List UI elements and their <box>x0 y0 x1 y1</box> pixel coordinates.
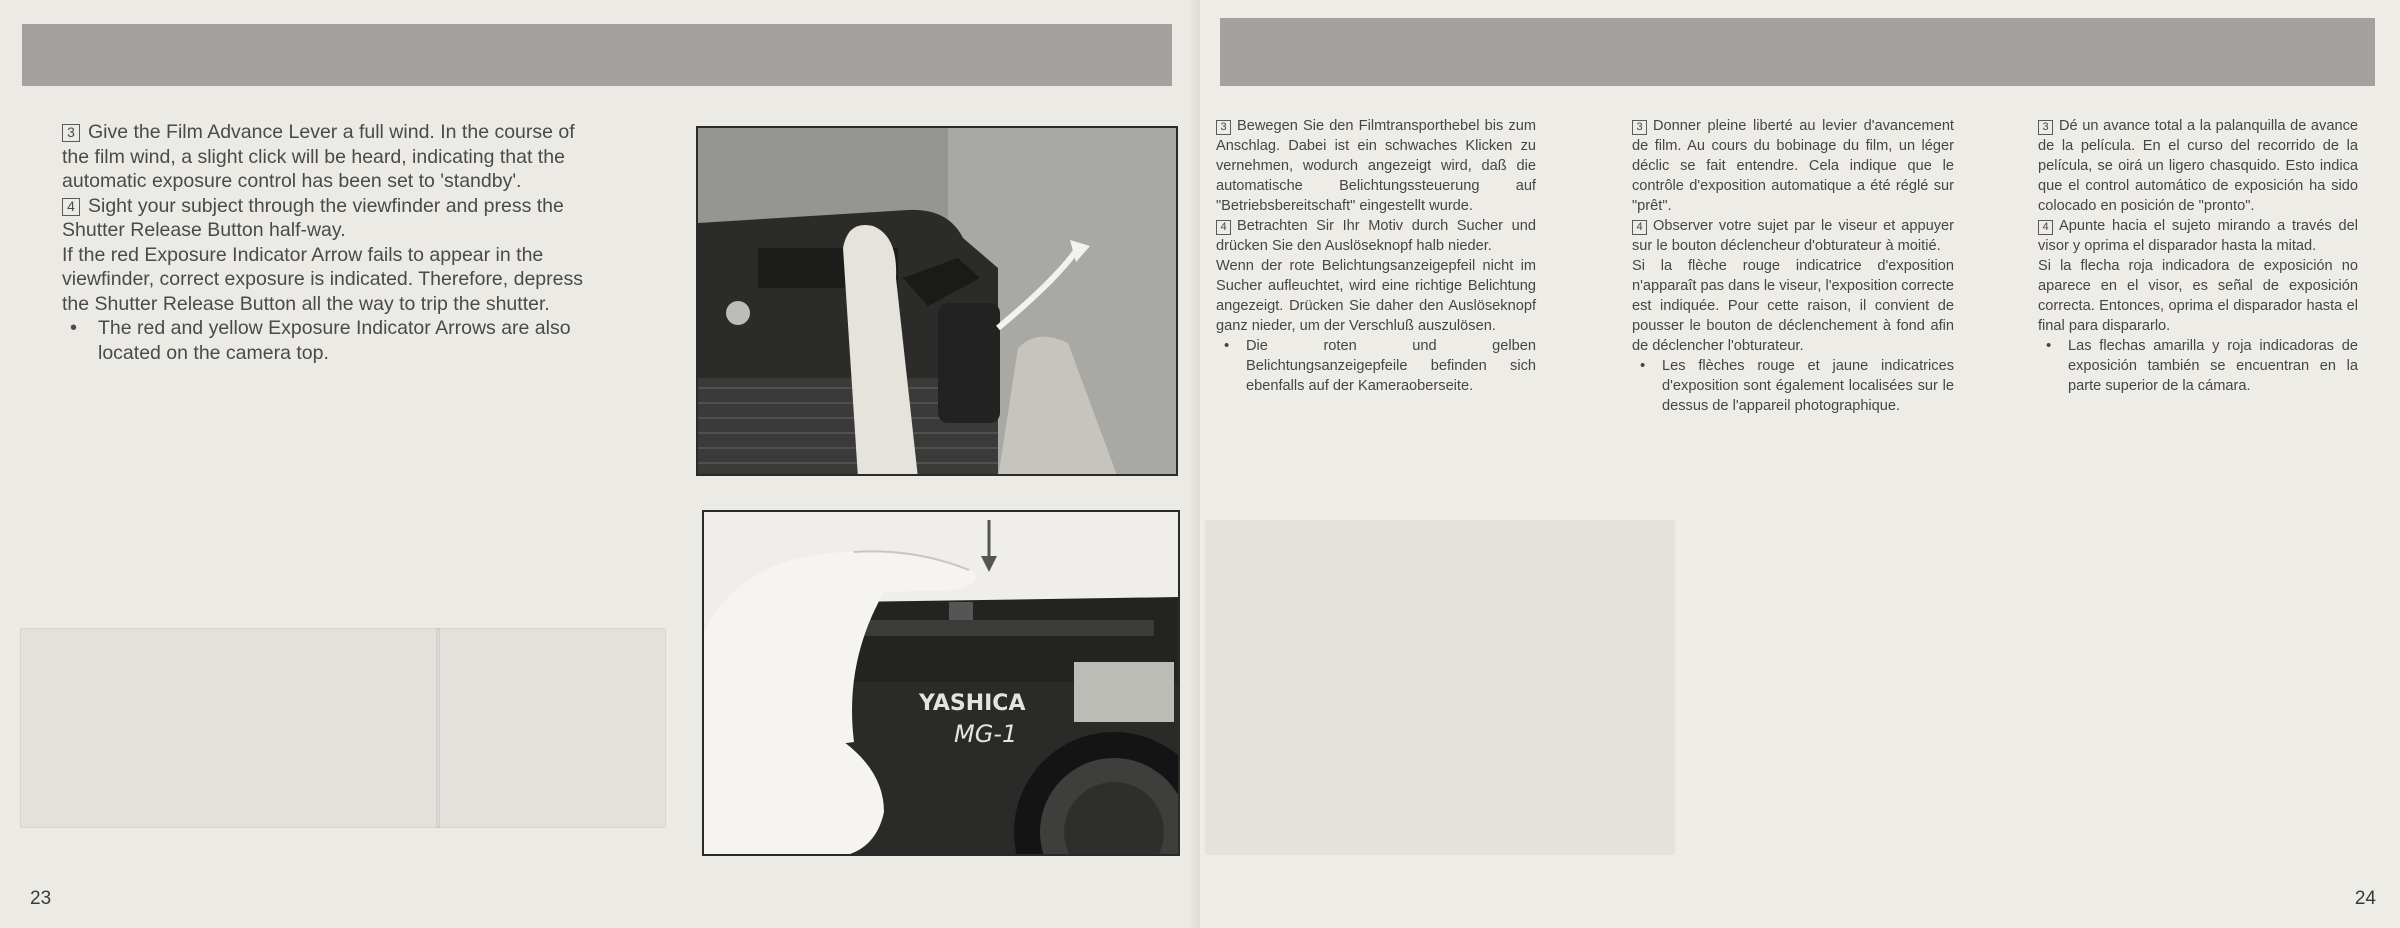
fr-bullet: • Les flèches rouge et jaune indicatrices d'exposition sont également localisées sur le dessus de l'appareil photographique. <box>1636 356 1954 416</box>
step-3-paragraph <box>62 120 602 194</box>
step-4-text: Sight your subject through the viewfinder and press the Shutter Release Button half-way. <box>62 194 564 241</box>
de-step-4 <box>1216 216 1536 256</box>
spanish-column <box>2038 116 2358 396</box>
page-number-right: 24 <box>2354 888 2376 909</box>
de-step-4-number: 4 <box>1216 220 1231 235</box>
exposure-paragraph: If the red Exposure Indicator Arrow fails to appear in the viewfinder, correct exposure is indicated. Therefore, depress the Shutter Release Button all the way to trip the shutter. <box>62 243 583 315</box>
step-4-number: 4 <box>62 198 80 216</box>
shutter-release-illustration <box>704 512 1180 856</box>
step-3-number: 3 <box>62 124 80 142</box>
fr-step-4 <box>1632 216 1954 256</box>
film-advance-illustration <box>698 128 1178 476</box>
es-step-3-number: 3 <box>2038 120 2053 135</box>
step-3-text: Give the Film Advance Lever a full wind. In the course of the film wind, a slight click will be heard, indicating that the automatic exposure control has been set to 'standby'. <box>62 121 575 192</box>
es-step-4-number: 4 <box>2038 220 2053 235</box>
de-step-3-number: 3 <box>1216 120 1231 135</box>
bleed-through-table-2 <box>436 628 666 828</box>
left-header-bar <box>22 24 1172 86</box>
camera-model-text: MG-1 <box>954 720 1018 748</box>
fr-exposure-paragraph: Si la flèche rouge indicatrice d'exposition n'apparaît pas dans le viseur, l'exposition correcte est indiquée. Pour cette raison, il convient de pousser le bouton de déclenchement à fond afin de déclencher l'obturateur. <box>1632 258 1954 354</box>
es-step-3 <box>2038 116 2358 216</box>
es-step-4 <box>2038 216 2358 256</box>
shutter-release-photo <box>702 510 1180 856</box>
german-column <box>1216 116 1536 396</box>
english-instructions <box>62 120 602 365</box>
step-4-paragraph <box>62 194 602 243</box>
de-step-4-text: Betrachten Sir Ihr Motiv durch Sucher und drücken Sie den Auslöseknopf halb nieder. <box>1216 218 1536 254</box>
de-step-3-text: Bewegen Sie den Filmtransporthebel bis zum Anschlag. Dabei ist ein schwaches Klicken zu vernehmen, wodurch angezeigt wird, daß die automatische Belichtungssteuerung auf "Betriebsbereitschaft" eingestellt wurde. <box>1216 118 1536 214</box>
es-step-4-text: Apunte hacia el sujeto mirando a través del visor y oprima el disparador hasta la mitad. <box>2038 218 2358 254</box>
bleed-through-photo <box>1205 520 1675 855</box>
fr-step-3 <box>1632 116 1954 216</box>
bleed-through-table <box>20 628 440 828</box>
fr-step-4-text: Observer votre sujet par le viseur et appuyer sur le bouton déclencheur d'obturateur à moitié. <box>1632 218 1954 254</box>
es-step-3-text: Dé un avance total a la palanquilla de avance de la película. En el curso del recorrido de la película, se oirá un ligero chasquido. Esto indica que el control automático de exposición ha sido colocado en posición de "pronto". <box>2038 118 2358 214</box>
de-bullet: • Die roten und gelben Belichtungsanzeigepfeile befinden sich ebenfalls auf der Kameraoberseite. <box>1220 336 1536 396</box>
fr-step-3-number: 3 <box>1632 120 1647 135</box>
fr-step-4-number: 4 <box>1632 220 1647 235</box>
camera-brand-text: YASHICA <box>919 691 1026 716</box>
es-bullet: • Las flechas amarilla y roja indicadoras de exposición también se encuentran en la parte superior de la cámara. <box>2042 336 2358 396</box>
french-column <box>1632 116 1954 416</box>
de-exposure-paragraph: Wenn der rote Belichtungsanzeigepfeil nicht im Sucher aufleuchtet, wird eine richtige Belichtung angezeigt. Drücken Sie daher den Auslöseknopf ganz nieder, um der Verschluß auszulösen. <box>1216 258 1536 334</box>
right-header-bar <box>1220 18 2375 86</box>
page-number-left: 23 <box>30 888 52 909</box>
right-page <box>1200 0 2400 928</box>
de-step-3 <box>1216 116 1536 216</box>
film-advance-photo <box>696 126 1178 476</box>
es-exposure-paragraph: Si la flecha roja indicadora de exposición no aparece en el visor, es señal de exposición correcta. Entonces, oprima el disparador hasta el final para dispararlo. <box>2038 258 2358 334</box>
exposure-bullet: • The red and yellow Exposure Indicator Arrows are also located on the camera top. <box>66 316 602 365</box>
fr-step-3-text: Donner pleine liberté au levier d'avancement de film. Au cours du bobinage du film, un léger déclic se fait entendre. Cela indique que le contrôle d'exposition automatique a été réglé sur "prêt". <box>1632 118 1954 214</box>
